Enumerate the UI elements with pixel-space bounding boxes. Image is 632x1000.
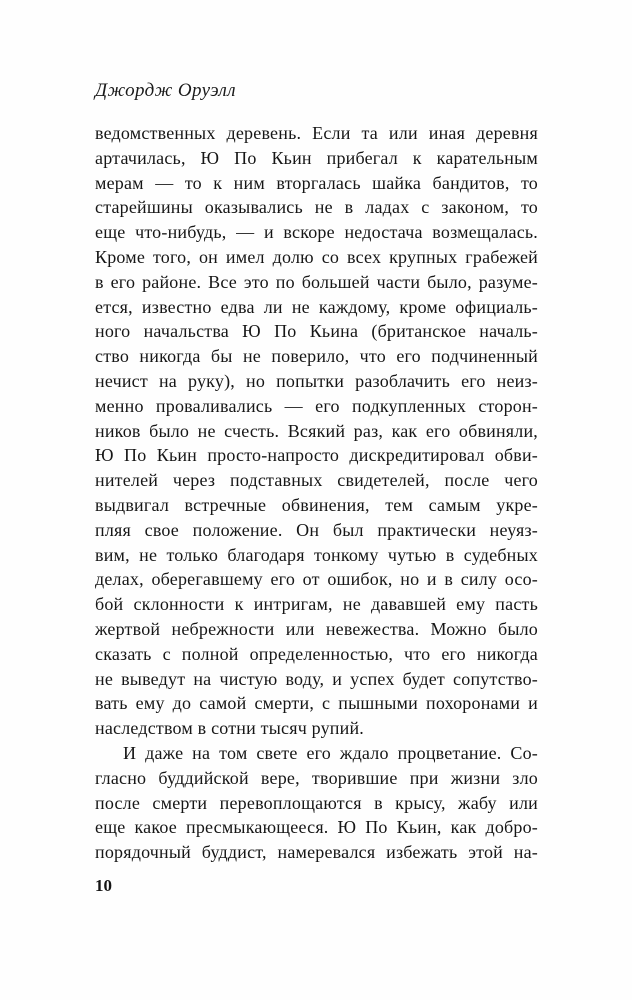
text-line: ного начальства Ю По Кьина (британское началь- <box>95 321 538 342</box>
text-line: нечист на руку), но попытки разоблачить его неиз- <box>95 370 538 391</box>
text-line: Ю По Кьин просто-напросто дискредитировал обви- <box>95 445 538 466</box>
text-line: пляя свое положение. Он был практически неуяз- <box>95 519 538 540</box>
page-number: 10 <box>95 876 112 895</box>
text-line: ется, известно едва ли не каждому, кроме официаль- <box>95 296 538 317</box>
text-line: нителей через подставных свидетелей, после чего <box>95 470 538 491</box>
text-line: не выведут на чистую воду, и успех будет сопутство- <box>95 668 538 689</box>
text-line: еще что-нибудь, — и вскоре недостача возмещалась. <box>95 222 538 243</box>
text-line: ведомственных деревень. Если та или иная деревня <box>95 123 538 143</box>
text-line: гласно буддийской вере, творившие при жизни зло <box>95 767 538 788</box>
text-line: старейшины оказывались не в ладах с законом, то <box>95 197 538 218</box>
text-line: после смерти перевоплощаются в крысу, жабу или <box>95 792 538 813</box>
text-line: артачилась, Ю По Кьин прибегал к карательным <box>95 147 538 168</box>
text-line-paragraph-start: И даже на том свете его ждало процветание. Со- <box>123 742 538 763</box>
text-line: еще какое пресмыкающееся. Ю По Кьин, как добро- <box>95 817 538 838</box>
text-line-paragraph-end: наследством в сотни тысяч рупий. <box>95 718 365 739</box>
text-line: ников было не счесть. Всякий раз, как его обвиняли, <box>95 420 538 441</box>
text-line: делах, оберегавшему его от ошибок, но и в силу осо- <box>95 569 538 590</box>
text-line: ство никогда бы не поверило, что его подчиненный <box>95 346 538 367</box>
text-line: жертвой небрежности или невежества. Можно было <box>95 618 538 639</box>
text-line: вим, не только благодаря тонкому чутью в судебных <box>95 544 538 565</box>
text-line: в его районе. Все это по большей части было, разуме- <box>95 271 538 292</box>
text-line: порядочный буддист, намеревался избежать этой на- <box>95 842 538 863</box>
running-header-author: Джордж Оруэлл <box>95 80 236 101</box>
text-line: бой склонности к интригам, не дававшей ему пасть <box>95 594 538 615</box>
body-text <box>95 121 538 865</box>
text-line: мерам — то к ним вторгалась шайка бандитов, то <box>95 172 538 193</box>
text-line: Кроме того, он имел долю со всех крупных грабежей <box>95 246 538 267</box>
text-line: вать ему до самой смерти, с пышными похоронами и <box>95 693 538 714</box>
text-line: менно проваливались — его подкупленных сторон- <box>95 395 538 416</box>
text-line: сказать с полной определенностью, что его никогда <box>95 643 538 664</box>
text-line: выдвигал встречные обвинения, тем самым укре- <box>95 494 538 515</box>
